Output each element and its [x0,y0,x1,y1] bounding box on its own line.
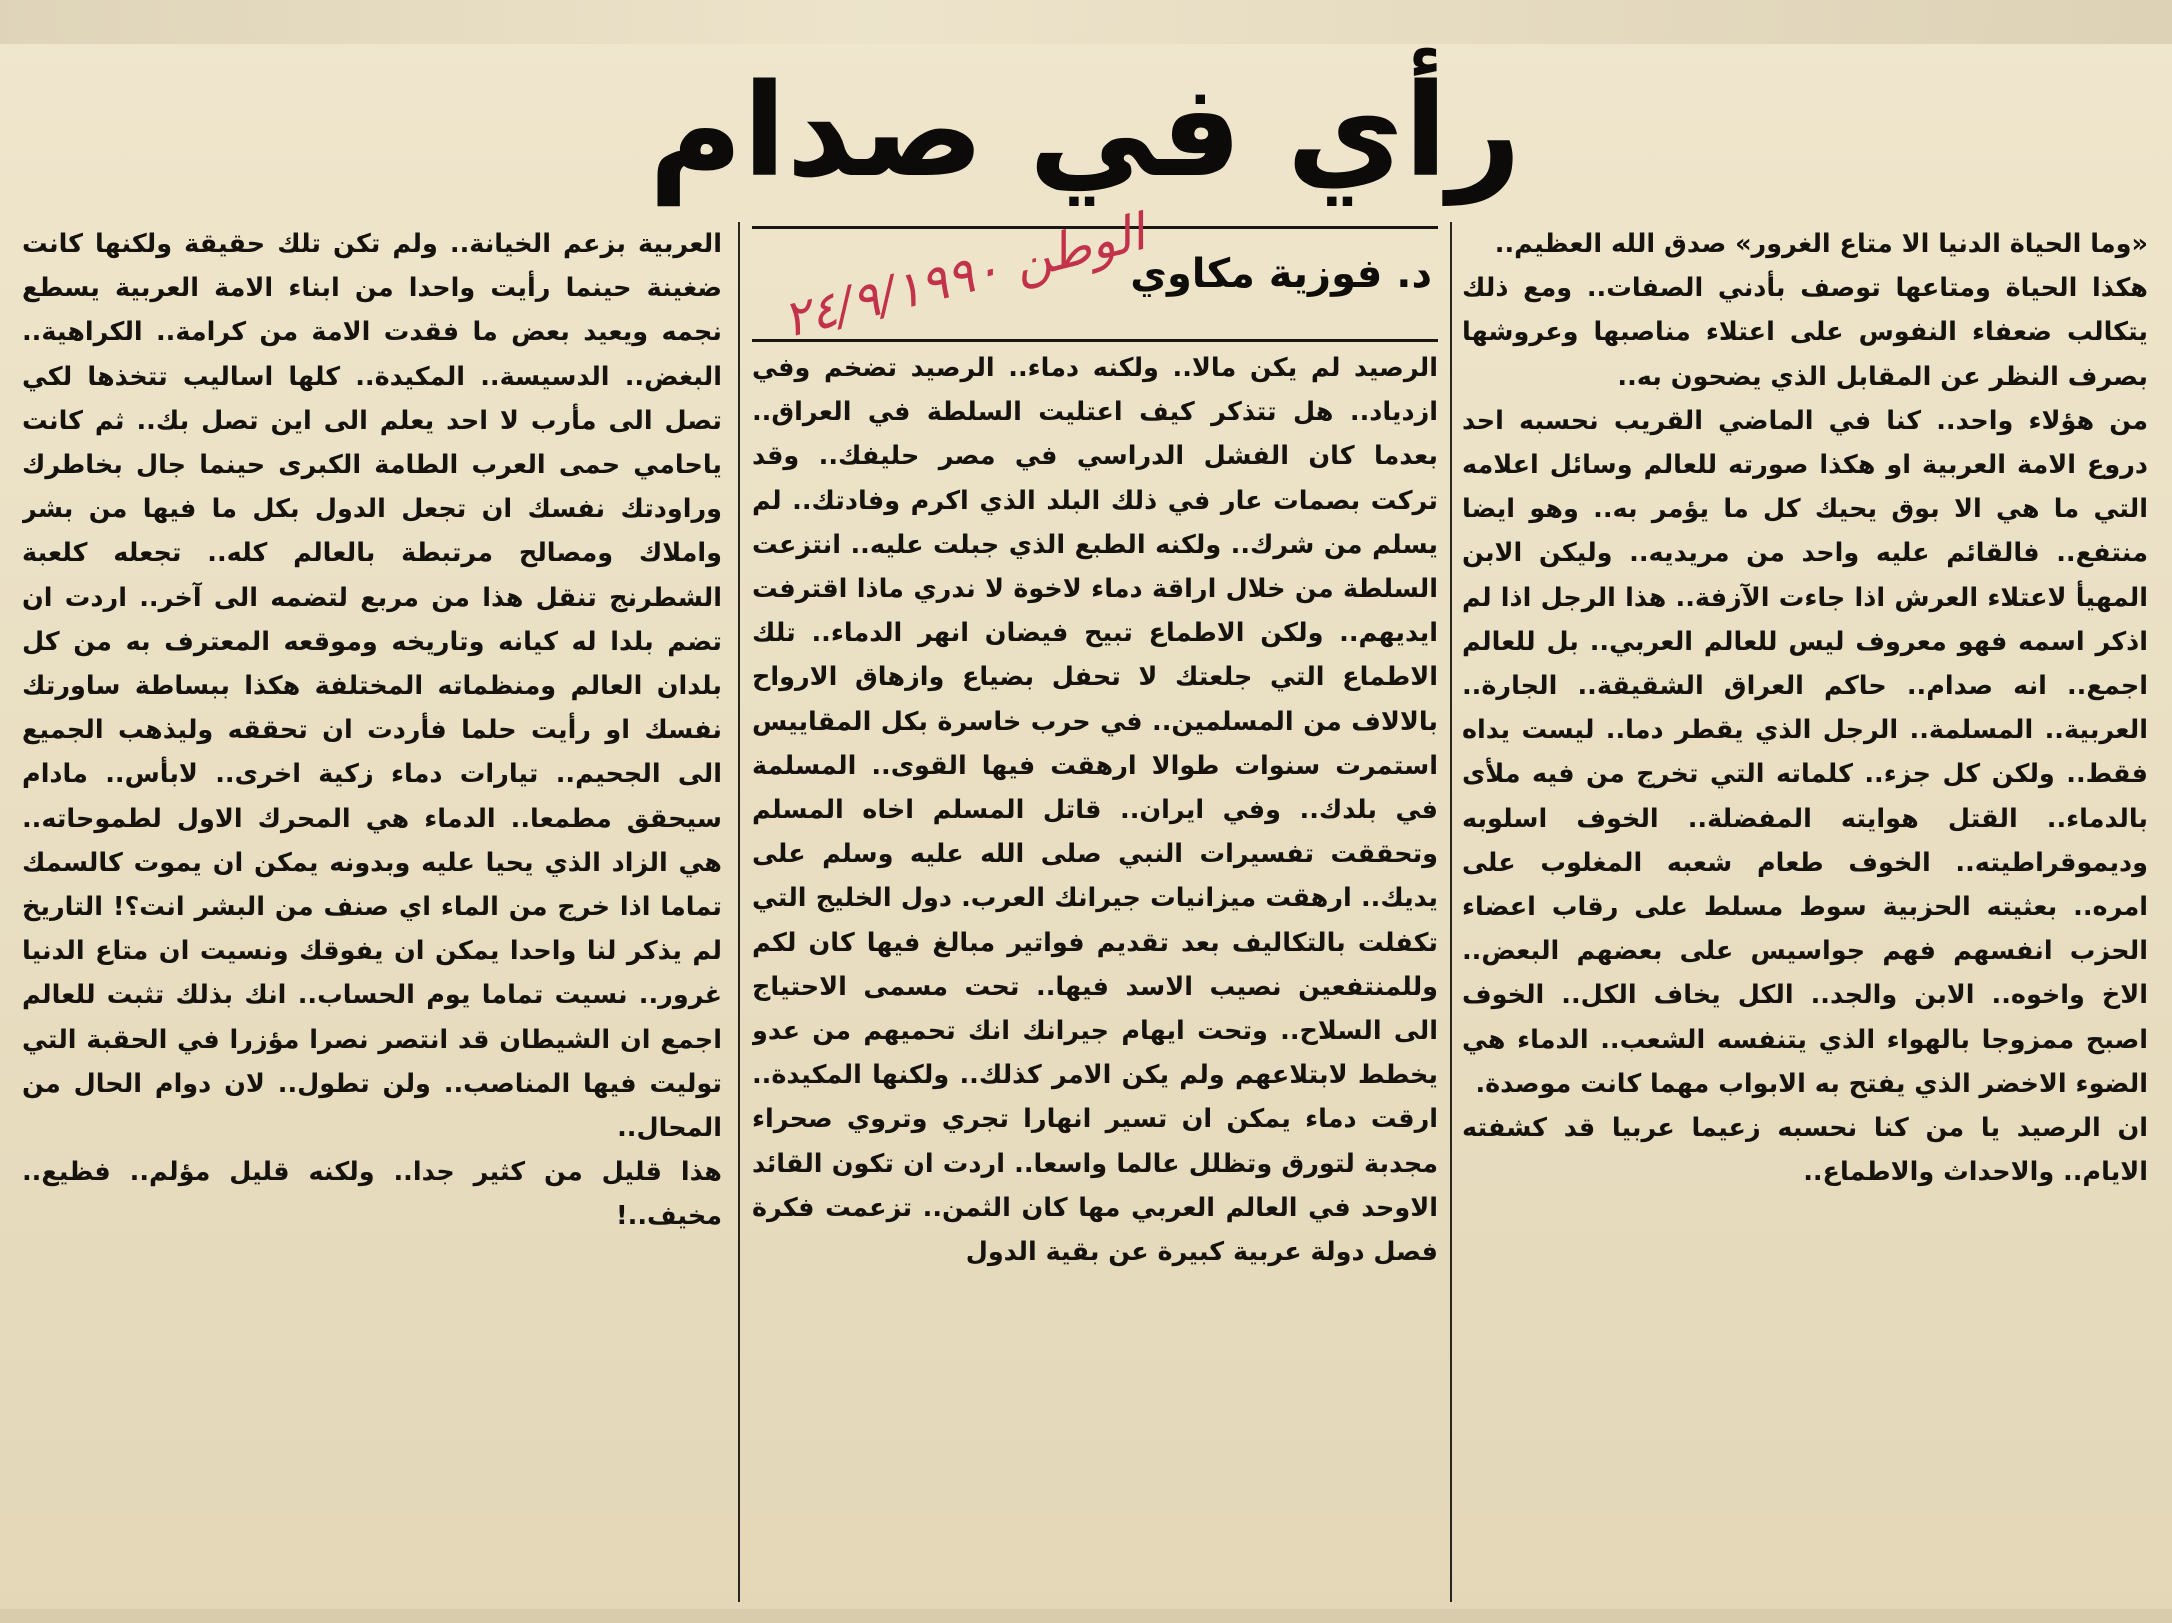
byline-box [752,203,1438,349]
column-divider [1450,222,1452,1602]
byline: د. فوزية مكاوي [1130,251,1432,297]
torn-top-edge [0,0,2172,44]
paragraph: الرصيد لم يكن مالا.. ولكنه دماء.. الرصيد تضخم وفي ازدياد.. هل تتذكر كيف اعتليت السلطة في العراق.. بعدما كان الفشل الدراسي في مصر حليفك.. وقد تركت بصمات عار في ذلك البلد الذي اكرم وفادتك.. لم يسلم من شرك.. ولكنه الطبع الذي جبلت عليه.. انتزعت السلطة من خلال اراقة دماء لاخوة لا ندري ماذا اقترفت ايديهم.. ولكن الاطماع تبيح فيضان انهر الدماء.. تلك الاطماع التي جلعتك لا تحفل بضياع وازهاق الارواح بالالاف من المسلمين.. في حرب خاسرة بكل المقاييس استمرت سنوات طوالا ارهقت فيها القوى.. المسلمة في بلدك.. وفي ايران.. قاتل المسلم اخاه المسلم وتحققت تفسيرات النبي صلى الله عليه وسلم على يديك.. ارهقت ميزانيات جيرانك العرب. دول الخليج التي تكفلت بالتكاليف بعد تقديم فواتير مبالغ فيها كان لكم وللمنتفعين نصيب الاسد فيها.. تحت مسمى الاحتياج الى السلاح.. وتحت ايهام جيرانك انك تحميهم من عدو يخطط لابتلاعهم ولم يكن الامر كذلك.. ولكنها المكيدة.. ارقت دماء يمكن ان تسير انهارا تجري وتروي صحراء مجدبة لتورق وتظلل عالما واسعا.. اردت ان تكون القائد الاوحد في العالم العربي مها كان الثمن.. تزعمت فكرة فصل دولة عربية كبيرة عن بقية الدول [752,353,1438,1268]
paragraph: «وما الحياة الدنيا الا متاع الغرور» صدق الله العظيم.. [1494,229,2148,259]
bottom-edge [0,1609,2172,1623]
paragraph: العربية بزعم الخيانة.. ولم تكن تلك حقيقة ولكنها كانت ضغينة حينما رأيت واحدا من ابناء الامة العربية يسطع نجمه ويعيد بعض ما فقدت الامة من كرامة.. الكراهية.. البغض.. الدسيسة.. المكيدة.. كلها اساليب تتخذها لكي تصل الى مأرب لا احد يعلم الى اين تصل بك.. ثم كانت ياحامي حمى العرب الطامة الكبرى حينما جال بخاطرك وراودتك نفسك ان تجعل الدول بكل ما فيها من بشر واملاك ومصالح مرتبطة بالعالم كله.. تجعله كلعبة الشطرنج تنقل هذا من مربع لتضمه الى آخر.. اردت ان تضم بلدا له كيانه وتاريخه وموقعه المعترف به من كل بلدان العالم ومنظماته المختلفة هكذا ببساطة ساورتك نفسك او رأيت حلما فأردت ان تحققه وليذهب الجميع الى الجحيم.. تيارات دماء زكية اخرى.. لابأس.. مادام سيحقق مطمعا.. الدماء هي المحرك الاول لطموحاته.. هي الزاد الذي يحيا عليه وبدونه يمكن ان يموت كالسمك تماما اذا خرج من الماء اي صنف من البشر انت؟! التاريخ لم يذكر لنا واحدا يمكن ان يفوقك ونسيت ان متاع الدنيا غرور.. نسيت تماما يوم الحساب.. انك بذلك تثبت للعالم اجمع ان الشيطان قد انتصر نصرا مؤزرا في الحقبة التي توليت فيها المناصب.. ولن تطول.. لان دوام الحال من المحال.. [22,229,722,1144]
paragraph: ان الرصيد يا من كنا نحسبه زعيما عربيا قد كشفته الايام.. والاحداث والاطماع.. [1462,1113,2148,1188]
column-left [22,222,722,1602]
headline [540,52,1630,212]
column-right [1462,222,2148,1602]
headline-text: رأي في صدام [648,57,1522,206]
handwritten-note: الوطن ٢٤/٩/١٩٩٠ [777,203,1151,349]
column-divider [738,222,740,1602]
paragraph: هكذا الحياة ومتاعها توصف بأدني الصفات.. ومع ذلك يتكالب ضعفاء النفوس على اعتلاء مناصبها وعروشها بصرف النظر عن المقابل الذي يضحون به.. [1462,273,2148,392]
paragraph: من هؤلاء واحد.. كنا في الماضي القريب نحسبه احد دروع الامة العربية او هكذا صورته للعالم وسائل اعلامه التي ما هي الا بوق يحيك كل ما يؤمر به.. وهو ايضا منتفع.. فالقائم عليه واحد من مريديه.. وليكن الابن المهيأ لاعتلاء العرش اذا جاءت الآزفة.. هذا الرجل اذا لم اذكر اسمه فهو معروف ليس للعالم العربي.. بل للعالم اجمع.. انه صدام.. حاكم العراق الشقيقة.. الجارة.. العربية.. المسلمة.. الرجل الذي يقطر دما.. ليست يداه فقط.. ولكن كل جزء.. كلماته التي تخرج من فيه ملأى بالدماء.. القتل هوايته المفضلة.. الخوف اسلوبه وديموقراطيته.. الخوف طعام شعبه المغلوب على امره.. بعثيته الحزبية سوط مسلط على رقاب اعضاء الحزب انفسهم فهم جواسيس على بعضهم البعض.. الاخ واخوه.. الابن والجد.. الكل يخاف الكل.. الخوف اصبح ممزوجا بالهواء الذي يتنفسه الشعب.. الدماء هي الضوء الاخضر الذي يفتح به الابواب مهما كانت موصدة. [1462,405,2148,1099]
column-middle [752,346,1438,1602]
paragraph: هذا قليل من كثير جدا.. ولكنه قليل مؤلم.. فظيع.. مخيف..! [22,1157,722,1232]
